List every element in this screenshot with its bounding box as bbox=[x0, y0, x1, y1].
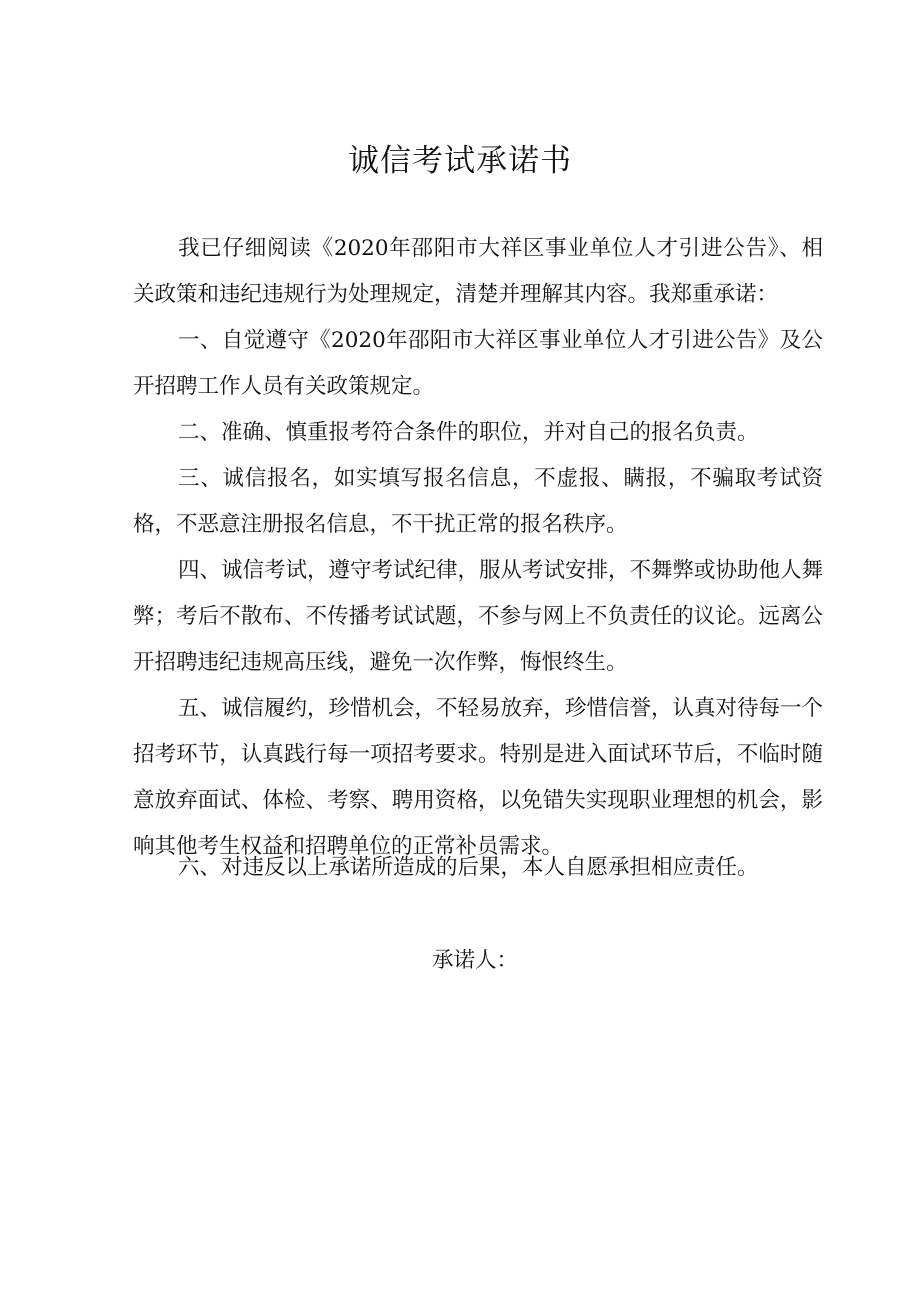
pledge-item-1: 一、自觉遵守《2020年邵阳市大祥区事业单位人才引进公告》及公开招聘工作人员有关政策规定。 bbox=[133, 328, 823, 399]
document-title: 诚信考试承诺书 bbox=[348, 143, 572, 179]
pledge-item-4: 四、诚信考试，遵守考试纪律，服从考试安排，不舞弊或协助他人舞弊；考后不散布、不传播考试试题，不参与网上不负责任的议论。远离公开招聘违纪违规高压线，避免一次作弊，悔恨终生。 bbox=[133, 558, 824, 675]
pledge-item-3: 三、诚信报名，如实填写报名信息，不虚报、瞒报，不骗取考试资格，不恶意注册报名信息，不干扰正常的报名秩序。 bbox=[133, 466, 823, 537]
pledge-item-6: 六、对违反以上承诺所造成的后果，本人自愿承担相应责任。 bbox=[178, 855, 759, 880]
pledge-item-5: 五、诚信履约，珍惜机会，不轻易放弃，珍惜信誉，认真对待每一个招考环节，认真践行每一项招考要求。特别是进入面试环节后，不临时随意放弃面试、体检、考察、聘用资格，以免错失实现职业理想的机会，影响其他考生权益和招聘单位的正常补员需求。 bbox=[133, 696, 824, 859]
signer-label: 承诺人： bbox=[432, 948, 519, 973]
intro-paragraph: 我已仔细阅读《2020年邵阳市大祥区事业单位人才引进公告》、相关政策和违纪违规行为处理规定，清楚并理解其内容。我郑重承诺： bbox=[133, 236, 823, 307]
pledge-item-2: 二、准确、慎重报考符合条件的职位，并对自己的报名负责。 bbox=[178, 420, 759, 445]
